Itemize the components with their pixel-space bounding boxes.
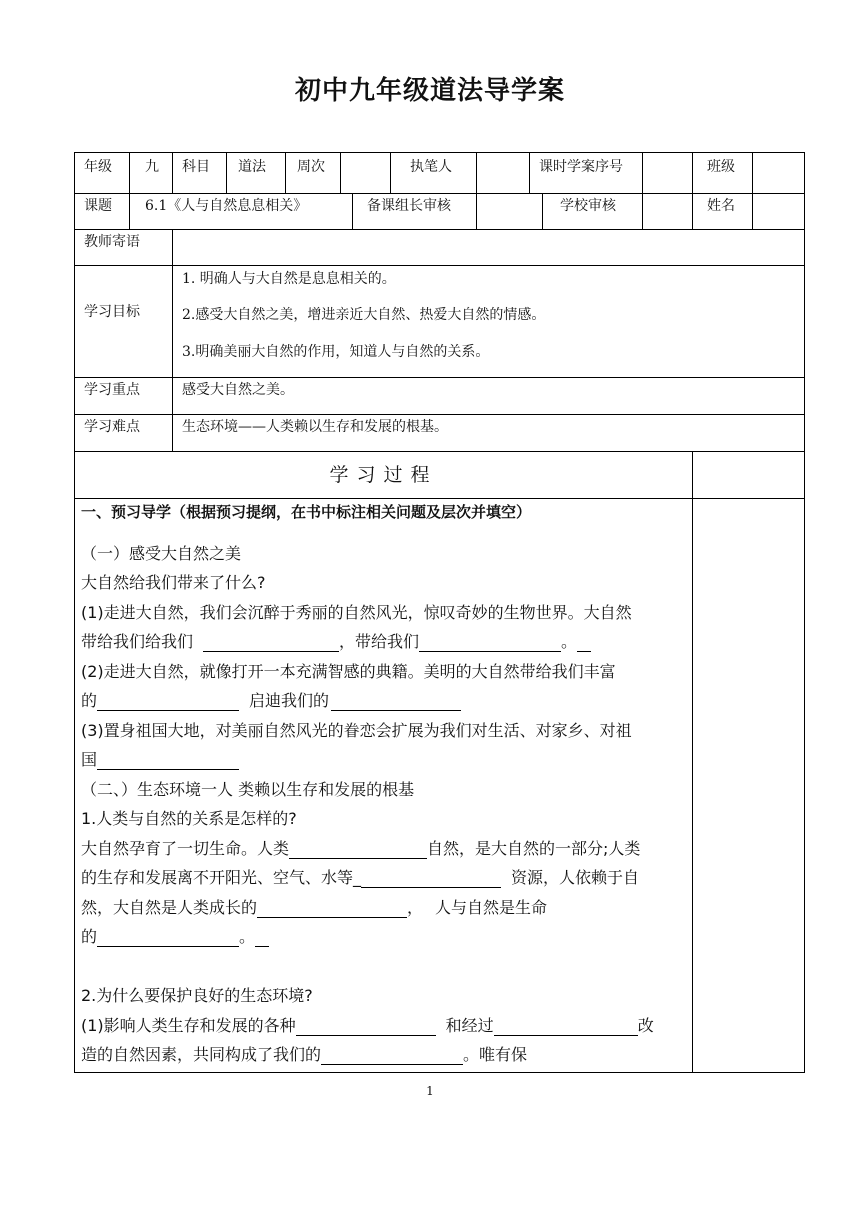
school-review-label: 学校审核: [560, 198, 616, 214]
goal-item: 2.感受大自然之美，增进亲近大自然、热爱大自然的情感。: [182, 307, 546, 323]
col-divider: [542, 193, 543, 230]
col-divider: [642, 152, 643, 194]
document-title: 初中九年级道法导学案: [294, 76, 565, 106]
topic-label: 课题: [84, 198, 112, 214]
row-divider: [74, 193, 805, 194]
paragraph-line: [81, 927, 269, 947]
text-segment: 带给我们给我们: [81, 632, 194, 651]
difficulty-text: 生态环境——人类赖以生存和发展的根基。: [182, 419, 448, 435]
row-divider: [74, 377, 805, 378]
fill-blank[interactable]: [296, 1019, 436, 1036]
subject-value: 道法: [238, 159, 266, 175]
paragraph-line: [81, 898, 547, 918]
grade-label: 年级: [84, 159, 112, 175]
key-point-text: 感受大自然之美。: [182, 382, 294, 398]
fill-blank[interactable]: [494, 1019, 638, 1036]
fill-blank[interactable]: [97, 694, 239, 711]
topic-value: 6.1《人与自然息息相关》: [145, 198, 308, 214]
paragraph-line: (3)置身祖国大地，对美丽自然风光的眷恋会扩展为我们对生活、对家乡、对祖: [81, 721, 632, 740]
col-divider: [692, 451, 693, 1073]
text-segment: 大自然孕育了一切生命。人类: [81, 839, 290, 858]
fill-blank[interactable]: [97, 930, 239, 947]
part-title: （一）感受大自然之美: [81, 544, 242, 563]
col-divider: [752, 152, 753, 194]
col-divider: [352, 193, 353, 230]
col-divider: [390, 152, 391, 194]
fill-blank[interactable]: [255, 930, 269, 947]
fill-blank[interactable]: [577, 635, 591, 652]
col-divider: [226, 152, 227, 194]
col-divider: [172, 152, 173, 194]
subject-label: 科目: [182, 159, 210, 175]
row-divider: [74, 451, 805, 452]
fill-blank[interactable]: [97, 753, 239, 770]
fill-blank[interactable]: [289, 842, 427, 859]
fill-blank[interactable]: [419, 635, 561, 652]
text-segment: 。唯有保: [463, 1045, 528, 1064]
author-label: 执笔人: [410, 159, 452, 175]
text-segment: (1)影响人类生存和发展的各种: [81, 1016, 296, 1035]
paragraph-line: [81, 691, 461, 711]
col-divider: [129, 152, 130, 194]
question: 1.人类与自然的关系是怎样的?: [81, 809, 297, 828]
goal-item: 1. 明确人与大自然是息息相关的。: [182, 271, 396, 287]
col-divider: [476, 152, 477, 194]
text-segment: 启迪我们的: [249, 691, 330, 710]
col-divider: [642, 193, 643, 230]
goal-item: 3.明确美丽大自然的作用，知道人与自然的关系。: [182, 344, 490, 360]
paragraph-line: [81, 1016, 654, 1036]
section-heading: 一、预习导学（根据预习提纲，在书中标注相关问题及层次并填空）: [81, 503, 532, 521]
paragraph-line: [81, 632, 591, 652]
review-label: 备课组长审核: [367, 198, 451, 214]
paragraph-line: [81, 1045, 527, 1065]
row-divider: [74, 414, 805, 415]
col-divider: [340, 152, 341, 194]
paragraph-line: (1)走进大自然，我们会沉醉于秀丽的自然风光，惊叹奇妙的生物世界。大自然: [81, 603, 632, 622]
class-label: 班级: [707, 159, 735, 175]
text-segment: 。: [239, 927, 256, 946]
col-divider: [172, 229, 173, 452]
col-divider: [476, 193, 477, 230]
grade-value: 九: [145, 159, 159, 175]
fill-blank[interactable]: [331, 694, 461, 711]
text-segment: 造的自然因素，共同构成了我们的: [81, 1045, 322, 1064]
row-divider: [74, 498, 805, 499]
key-point-label: 学习重点: [84, 382, 140, 398]
fill-blank[interactable]: [257, 901, 407, 918]
text-segment: 的: [81, 691, 98, 710]
row-divider: [74, 229, 805, 230]
text-segment: 资源，人依赖于自: [511, 868, 640, 887]
paragraph-line: [81, 868, 639, 888]
text-segment: ，带给我们: [339, 632, 420, 651]
serial-label: 课时学案序号: [539, 159, 623, 175]
page-number: 1: [426, 1084, 434, 1098]
col-divider: [285, 152, 286, 194]
text-segment: 的生存和发展离不开阳光、空气、水等_: [81, 868, 362, 887]
question: 2.为什么要保护良好的生态环境?: [81, 986, 313, 1005]
name-label: 姓名: [707, 198, 735, 214]
text-segment: 然，大自然是人类成长的: [81, 898, 258, 917]
part-title: （二、）生态环境一人 类赖以生存和发展的根基: [81, 780, 415, 799]
text-segment: 。: [561, 632, 578, 651]
teacher-message-label: 教师寄语: [84, 234, 140, 250]
difficulty-label: 学习难点: [84, 419, 140, 435]
text-segment: 国: [81, 750, 98, 769]
col-divider: [692, 193, 693, 230]
goals-label: 学习目标: [84, 304, 140, 320]
paragraph-line: [81, 750, 239, 770]
col-divider: [129, 193, 130, 230]
fill-blank[interactable]: [321, 1048, 463, 1065]
text-segment: 和经过: [445, 1016, 494, 1035]
text-segment: 的: [81, 927, 98, 946]
week-label: 周次: [297, 159, 325, 175]
paragraph-line: (2)走进大自然，就像打开一本充满智感的典籍。美明的大自然带给我们丰富: [81, 662, 616, 681]
col-divider: [752, 193, 753, 230]
paragraph-line: [81, 839, 640, 859]
text-segment: 人与自然是生命: [435, 898, 548, 917]
fill-blank[interactable]: [361, 871, 501, 888]
col-divider: [692, 152, 693, 194]
col-divider: [529, 152, 530, 194]
text-segment: ，: [407, 898, 424, 917]
row-divider: [74, 265, 805, 266]
question: 大自然给我们带来了什么?: [81, 573, 266, 592]
fill-blank[interactable]: [203, 635, 339, 652]
process-heading: 学习过程: [329, 464, 438, 486]
text-segment: 改: [637, 1016, 654, 1035]
text-segment: 自然，是大自然的一部分;人类: [427, 839, 641, 858]
